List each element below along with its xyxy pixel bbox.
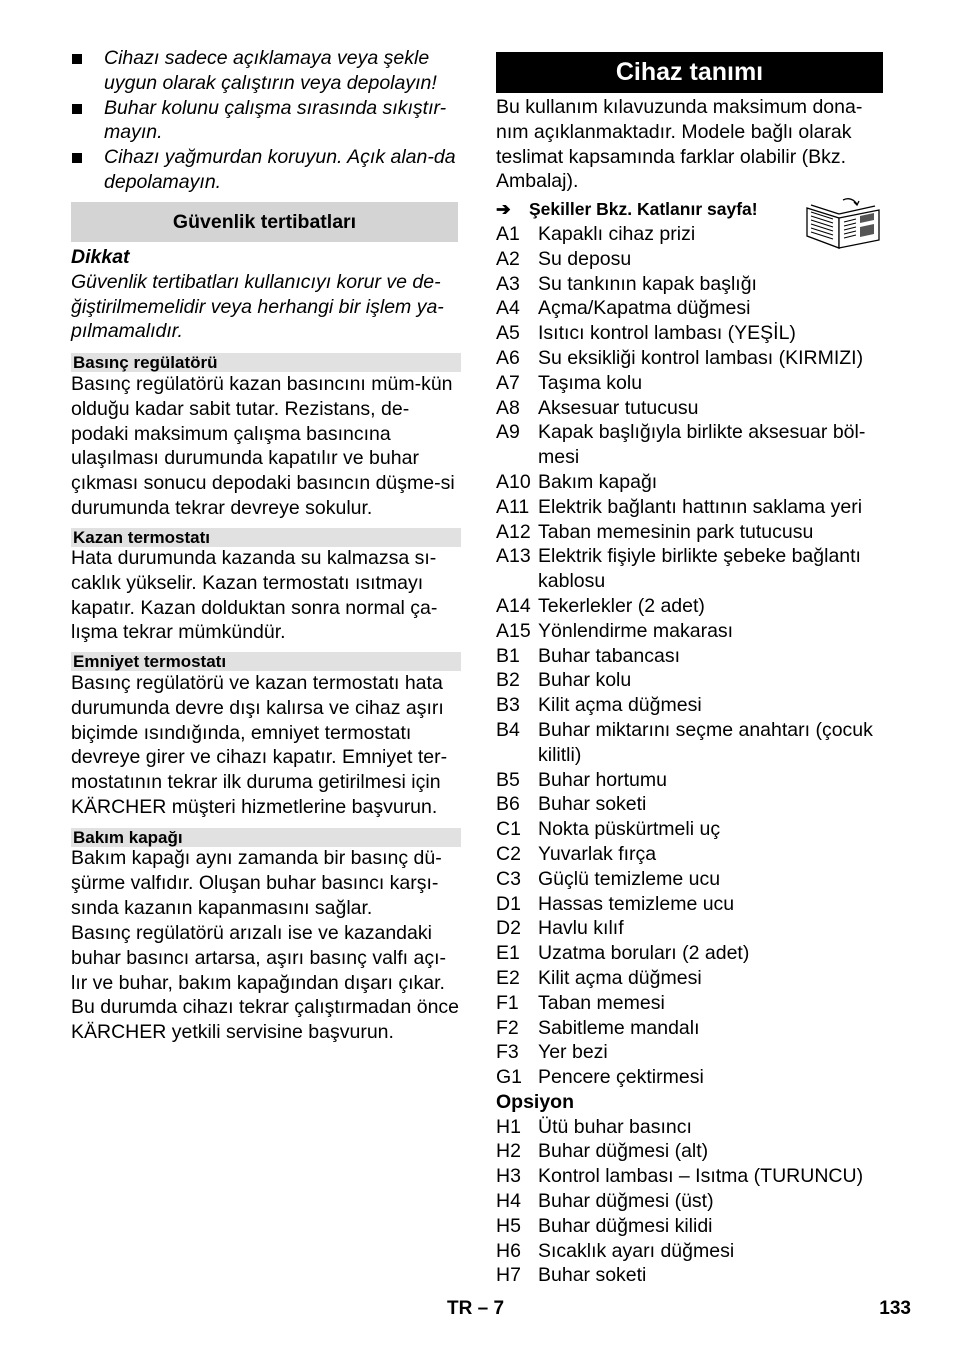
list-item: A2 Su deposu xyxy=(496,247,632,270)
options-title: Opsiyon xyxy=(496,1090,575,1113)
list-item: B5 Buhar hortumu xyxy=(496,768,667,791)
list-item: A7 Taşıma kolu xyxy=(496,371,643,394)
list-item: B6 Buhar soketi xyxy=(496,793,647,816)
list-item: F1 Taban memesi xyxy=(496,991,665,1014)
list-item: E1 Uzatma boruları (2 adet) xyxy=(496,942,750,965)
boiler-thermostat-text: Hata durumunda kazanda su kalmazsa sı-caklık yükselir. Kazan termostatı ısıtmayı kapatır. Kazan dolduktan sonra normal ça-lışma tekrar mümkündür. xyxy=(71,547,438,644)
list-item: D2 Havlu kılıf xyxy=(496,917,624,940)
device-description-heading: Cihaz tanımı xyxy=(496,52,883,93)
square-bullet-icon xyxy=(72,153,82,163)
description-intro: Bu kullanım kılavuzunda maksimum dona-nım açıklanmaktadır. Modele bağlı olarak teslimat kapsamında farklar olabilir (Bkz. Ambalaj). xyxy=(496,96,863,193)
boiler-thermostat-heading: Kazan termostatı xyxy=(71,528,461,547)
list-item: C2 Yuvarlak fırça xyxy=(496,842,657,865)
list-item: A12 Taban memesinin park tutucusu xyxy=(496,520,814,543)
list-item: H2 Buhar düğmesi (alt) xyxy=(496,1140,709,1163)
maintenance-cap-text-2: Basınç regülatörü arızalı ise ve kazandaki buhar basıncı artarsa, aşırı basınç valfı açı-lır ve buhar, bakım kapağından dışarı çıkar. Bu durumda cihazı tekrar çalıştırmadan önce KÄRCHER yetkili servisine başvurun. xyxy=(71,922,460,1044)
arrow-right-icon: ➔ xyxy=(496,199,511,219)
maintenance-cap-text: Bakım kapağı aynı zamanda bir basınç dü-şürme valfıdır. Oluşan buhar basıncı karşı-sında kazanın kapanmasını sağlar. xyxy=(71,847,442,919)
list-item: A5 Isıtıcı kontrol lambası (YEŞİL) xyxy=(496,322,796,345)
safety-thermostat-text: Basınç regülatörü ve kazan termostatı hata durumunda devre dışı kalırsa ve cihaz aşırı biçimde ısındığında, emniyet termostatı devreye girer ve cihazı kapatır. Emniyet ter-mostatının tekrar ilk duruma getirilmesi için KÄRCHER müşteri hizmetlerine başvurun. xyxy=(71,672,448,818)
list-item: F2 Sabitleme mandalı xyxy=(496,1016,700,1039)
list-item: H5 Buhar düğmesi kilidi xyxy=(496,1214,713,1237)
list-item: A4 Açma/Kapatma düğmesi xyxy=(496,297,751,320)
maintenance-cap-heading: Bakım kapağı xyxy=(71,828,461,847)
safety-thermostat-heading: Emniyet termostatı xyxy=(71,652,461,671)
list-item: C1 Nokta püskürtmeli uç xyxy=(496,818,721,841)
list-item: F3 Yer bezi xyxy=(496,1041,608,1064)
bullet-item: Cihazı yağmurdan koruyun. Açık alan-da depolamayın. xyxy=(71,145,461,195)
list-item: A14 Tekerlekler (2 adet) xyxy=(496,594,705,617)
list-item: A15 Yönlendirme makarası xyxy=(496,619,734,642)
caution-title: Dikkat xyxy=(71,246,130,268)
square-bullet-icon xyxy=(72,54,82,64)
list-item: A6 Su eksikliği kontrol lambası (KIRMIZI) xyxy=(496,346,864,369)
list-item: D1 Hassas temizleme ucu xyxy=(496,892,735,915)
bullet-item: Buhar kolunu çalışma sırasında sıkıştır-mayın. xyxy=(71,96,461,146)
list-item: B4 Buhar miktarını seçme anahtarı (çocuk kilitli) xyxy=(496,718,873,766)
list-item: H3 Kontrol lambası – Isıtma (TURUNCU) xyxy=(496,1165,864,1188)
safety-devices-heading: Güvenlik tertibatları xyxy=(71,202,458,242)
bullet-item: Cihazı sadece açıklamaya veya şekle uygun olarak çalıştırın veya depolayın! xyxy=(71,46,461,96)
list-item: A1 Kapaklı cihaz prizi xyxy=(496,223,696,245)
component-list xyxy=(496,222,886,1288)
footer-section-label: TR – 7 xyxy=(447,1298,505,1319)
list-item: H7 Buhar soketi xyxy=(496,1264,647,1287)
list-item: H6 Sıcaklık ayarı düğmesi xyxy=(496,1239,735,1262)
list-item: A13 Elektrik fişiyle birlikte şebeke bağlantı kablosu xyxy=(496,545,861,593)
list-item: H4 Buhar düğmesi (üst) xyxy=(496,1190,714,1213)
list-item: A11 Elektrik bağlantı hattının saklama yeri xyxy=(496,495,863,518)
list-item: H1 Ütü buhar basıncı xyxy=(496,1115,692,1138)
pressure-regulator-heading: Basınç regülatörü xyxy=(71,353,461,372)
square-bullet-icon xyxy=(72,104,82,114)
list-item: B3 Kilit açma düğmesi xyxy=(496,694,702,717)
page-number: 133 xyxy=(879,1298,911,1319)
see-figures-text: Şekiller Bkz. Katlanır sayfa! xyxy=(529,199,758,219)
caution-note xyxy=(71,245,461,344)
list-item: B2 Buhar kolu xyxy=(496,669,632,692)
caution-text: Güvenlik tertibatları kullanıcıyı korur ve de-ğiştirilmemelidir veya herhangi bir işlem ya-pılmamalıdır. xyxy=(71,270,444,343)
list-item: G1 Pencere çektirmesi xyxy=(496,1066,704,1089)
list-item: A10 Bakım kapağı xyxy=(496,470,658,493)
list-item: A9 Kapak başlığıyla birlikte aksesuar böl-mesi xyxy=(496,421,866,469)
list-item: E2 Kilit açma düğmesi xyxy=(496,966,702,989)
list-item: A3 Su tankının kapak başlığı xyxy=(496,272,757,295)
warning-bullet-list xyxy=(71,46,461,195)
list-item: C3 Güçlü temizleme ucu xyxy=(496,867,721,890)
list-item: B1 Buhar tabancası xyxy=(496,644,681,667)
pressure-regulator-text: Basınç regülatörü kazan basıncını müm-kün olduğu kadar sabit tutar. Rezistans, de-podaki maksimum çalışma basıncına ulaşılması durumunda kapatılır ve buhar çıkması sonucu depodaki basıncın düşme-si durumunda tekrar devreye sokulur. xyxy=(71,373,455,519)
list-item: A8 Aksesuar tutucusu xyxy=(496,396,699,419)
